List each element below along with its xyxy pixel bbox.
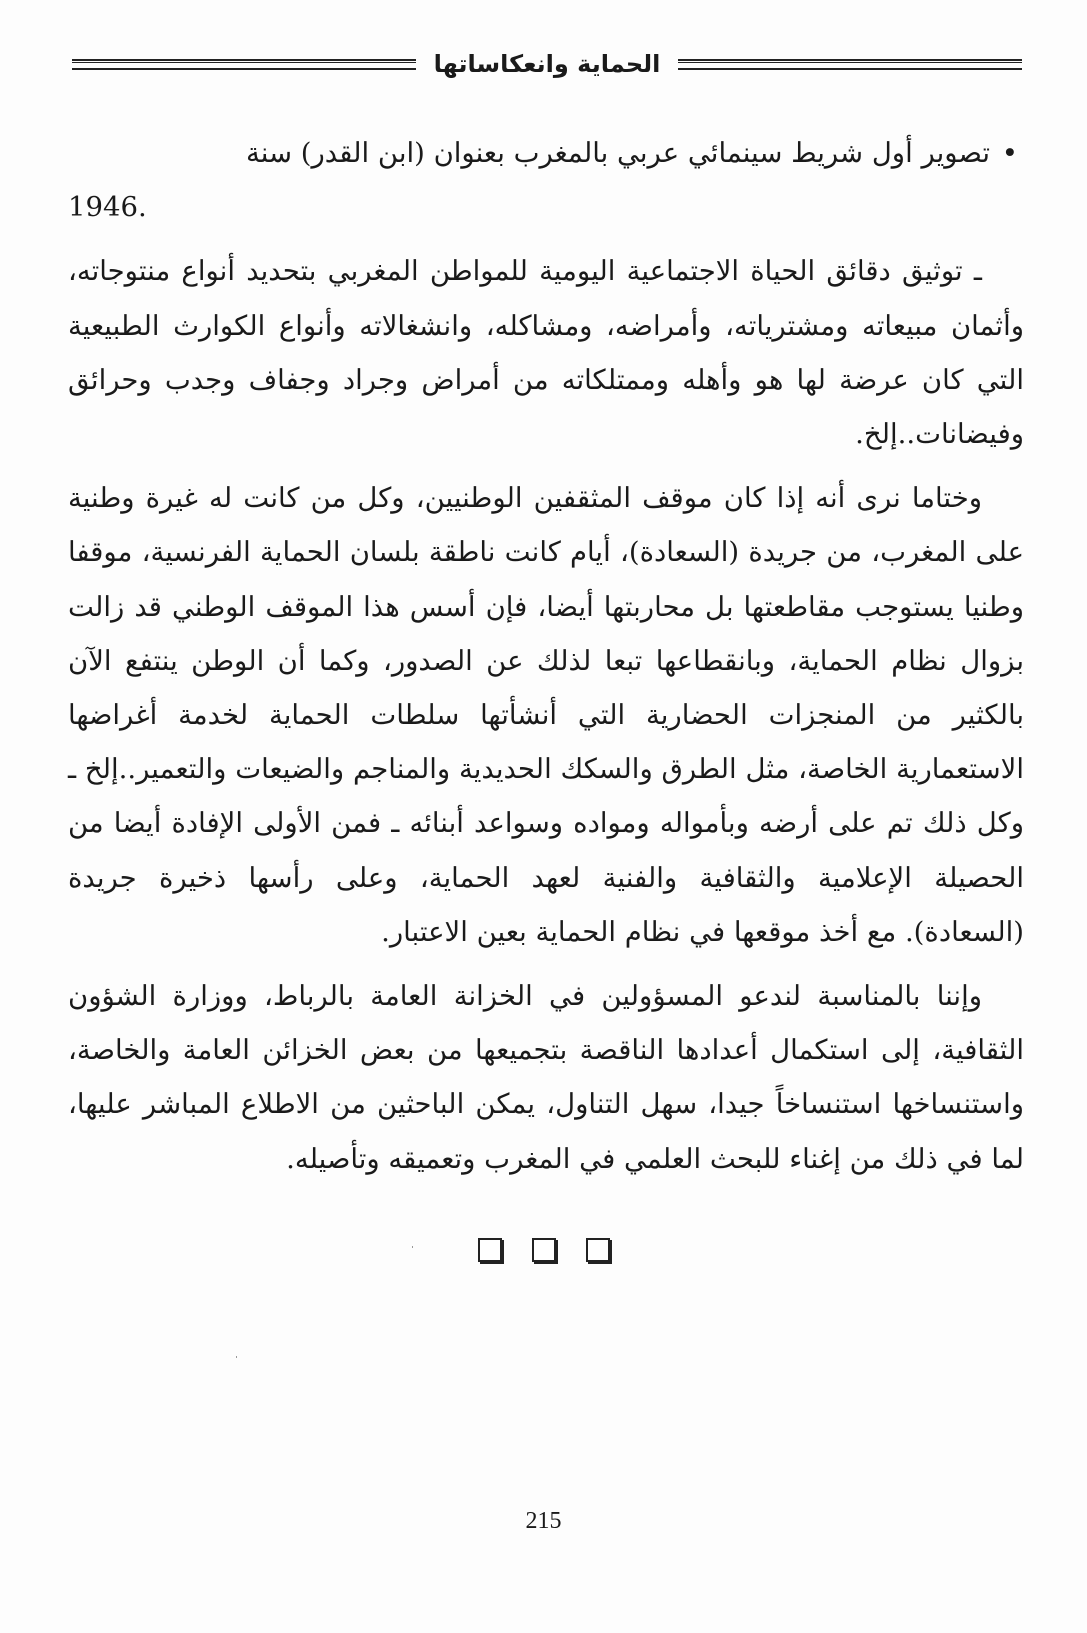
scan-speck [236, 1356, 237, 1358]
paragraph-1: ـ توثيق دقائق الحياة الاجتماعية اليومية للمواطن المغربي بتحديد أنواع منتوجاته، وأثمان مبيعاته ومشترياته، وأمراضه، ومشاكله، وانشغالاته وأنواع الكوارث الطبيعية التي كان عرضة لها هو وأهله وممتلكاته من أمراض وجراد وجفاف وجدب وحرائق وفيضانات..إلخ. [68, 255, 1024, 451]
page-body [68, 126, 1024, 1196]
header-rule-left [72, 59, 416, 70]
ornament-square-icon [478, 1238, 502, 1262]
header-title: الحماية وانعكاساتها [433, 50, 661, 78]
bullet-year: 1946. [68, 191, 147, 224]
running-header [72, 44, 1022, 84]
paragraph-3: وإننا بالمناسبة لندعو المسؤولين في الخزانة العامة بالرباط، ووزارة الشؤون الثقافية، إلى استكمال أعدادها الناقصة بتجميعها من بعض الخزائن العامة والخاصة، واستنساخها استنساخاً جيدا، سهل التناول، يمكن الباحثين من الاطلاع المباشر عليها، لما في ذلك من إغناء للبحث العلمي في المغرب وتعميقه وتأصيله. [68, 980, 1024, 1175]
section-ornament [0, 1238, 1087, 1262]
header-rule-right [678, 59, 1022, 70]
bullet-paragraph [68, 126, 1024, 234]
ornament-square-icon [532, 1238, 556, 1262]
paragraph-2: وختاما نرى أنه إذا كان موقف المثقفين الوطنيين، وكل من كانت له غيرة وطنية على المغرب، من جريدة (السعادة)، أيام كانت ناطقة بلسان الحماية الفرنسية، موقفا وطنيا يستوجب مقاطعتها بل محاربتها أيضا، فإن أسس هذا الموقف الوطني قد زالت بزوال نظام الحماية، وبانقطاعها تبعا لذلك عن الصدور، وكما أن الوطن ينتفع الآن بالكثير من المنجزات الحضارية التي أنشأتها سلطات الحماية لخدمة أغراضها الاستعمارية الخاصة، مثل الطرق والسكك الحديدية والمناجم والضيعات والتعمير..إلخ ـ وكل ذلك تم على أرضه وبأمواله ومواده وسواعد أبنائه ـ فمن الأولى الإفادة أيضا من الحصيلة الإعلامية والثقافية والفنية لعهد الحماية، وعلى رأسها ذخيرة جريدة (السعادة). مع أخذ موقعها في نظام الحماية بعين الاعتبار. [68, 482, 1024, 948]
page-number: 215 [525, 1508, 562, 1534]
bullet-icon: • [1001, 137, 1018, 169]
ornament-square-icon [586, 1238, 610, 1262]
scan-speck [412, 1246, 413, 1248]
bullet-text: تصوير أول شريط سينمائي عربي بالمغرب بعنوان (ابن القدر) سنة [245, 137, 990, 169]
